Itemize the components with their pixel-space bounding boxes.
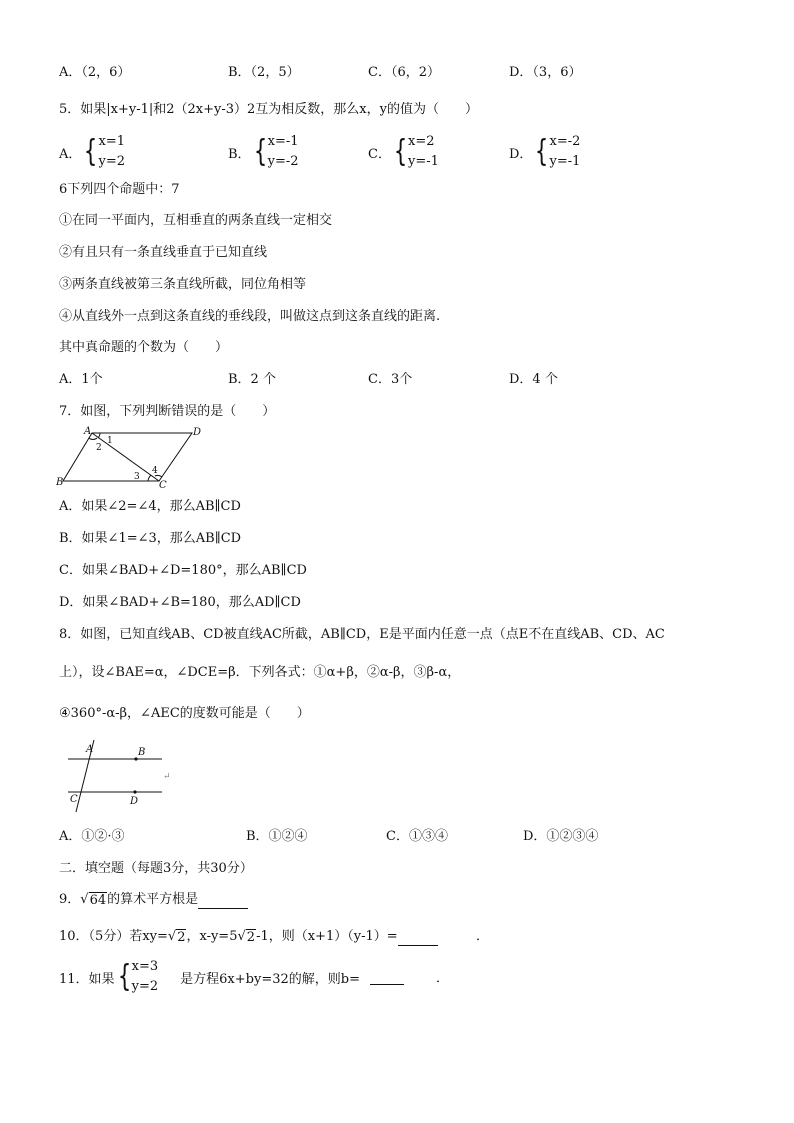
point-label-a: A xyxy=(84,426,92,437)
q5-option-b xyxy=(228,132,299,172)
q11-period: ． xyxy=(436,971,450,986)
q7-option-b: B．如果∠1=∠3，那么AB∥CD xyxy=(59,531,242,546)
point-label-c: C xyxy=(70,794,78,805)
equation-line: y=-1 xyxy=(549,154,581,169)
section-title-fill-blank: 二．填空题（每题3分，共30分） xyxy=(59,861,253,876)
equation-line: y=2 xyxy=(98,154,125,169)
left-brace-icon: { xyxy=(393,134,408,169)
equation-line: y=2 xyxy=(131,979,159,994)
q6-option-d: D．4 个 xyxy=(509,372,558,387)
q6-option-c: C．3个 xyxy=(368,372,413,387)
angle-label-3: 3 xyxy=(134,472,140,482)
q8-option-d: D．①②③④ xyxy=(523,829,599,844)
q7-parallelogram-figure xyxy=(56,424,204,488)
left-brace-icon: { xyxy=(84,134,98,169)
q5-option-c xyxy=(368,132,439,172)
sqrt-icon: √ 64 xyxy=(80,892,107,908)
q11-answer-blank[interactable] xyxy=(370,970,404,985)
angle-arc-1 xyxy=(98,433,100,438)
equation-line: x=1 xyxy=(98,134,125,149)
equation-line: x=2 xyxy=(408,134,435,149)
sqrt-icon: √ 2 xyxy=(237,929,256,945)
q7-option-d: D．如果∠BAD+∠B=180，那么AD∥CD xyxy=(59,595,301,610)
angle-arc-2 xyxy=(89,438,97,440)
equation-line: x=3 xyxy=(131,959,159,974)
return-mark-icon: ↵ xyxy=(163,772,171,782)
q6-stem: 6下列四个命题中：7 xyxy=(59,182,180,197)
q8-stem-line-3: ④360°-α-β，∠AEC的度数可能是（ ） xyxy=(59,706,310,721)
q9-radicand: 64 xyxy=(89,893,107,908)
q11-text-post: 是方程6x+by=32的解，则b= xyxy=(180,971,360,987)
q11 xyxy=(59,957,404,997)
q5-stem: 5．如果|x+y-1|和2（2x+y-3）2互为相反数，那么x，y的值为（ ） xyxy=(59,102,478,117)
equation-line: x=-2 xyxy=(549,134,581,149)
point-label-c: C xyxy=(159,480,167,488)
q4-option-b: B．（2，5） xyxy=(228,65,300,80)
q5-option-a xyxy=(59,132,125,172)
q9 xyxy=(59,891,248,909)
q10-text-post: -1，则（x+1）（y-1）= xyxy=(256,929,398,944)
q10 xyxy=(59,928,438,946)
q7-stem: 7．如图，下列判断错误的是（ ） xyxy=(59,404,276,419)
q4-option-c: C．（6，2） xyxy=(368,65,440,80)
q9-answer-blank[interactable] xyxy=(198,908,248,909)
diagonal-ac xyxy=(92,433,159,481)
q10-answer-blank[interactable] xyxy=(398,945,438,946)
angle-label-1: 1 xyxy=(107,436,113,446)
q10-text-pre: 10．（5分）若xy= xyxy=(59,929,168,944)
q6-item-1: ①在同一平面内，互相垂直的两条直线一定相交 xyxy=(59,213,333,228)
option-letter: D． xyxy=(509,146,533,162)
q7-option-a: A．如果∠2=∠4，那么AB∥CD xyxy=(59,499,241,514)
q7-option-c: C．如果∠BAD+∠D=180°，那么AB∥CD xyxy=(59,563,307,578)
q6-option-a: A．1个 xyxy=(59,372,103,387)
q4-option-d: D．（3，6） xyxy=(509,65,582,80)
angle-label-2: 2 xyxy=(96,443,102,453)
q8-option-c: C．①③④ xyxy=(386,829,448,844)
option-letter: B． xyxy=(228,146,251,162)
parallelogram-abcd xyxy=(63,433,192,481)
q6-item-4: ④从直线外一点到这条直线的垂线段，叫做这点到这条直线的距离. xyxy=(59,309,441,324)
q8-stem-line-1: 8．如图，已知直线AB、CD被直线AC所截，AB∥CD，E是平面内任意一点（点E不在直线AB、CD、AC xyxy=(59,627,665,642)
angle-label-4: 4 xyxy=(152,466,158,476)
left-brace-icon: { xyxy=(535,134,549,169)
equation-line: y=-2 xyxy=(267,154,299,169)
option-letter: A． xyxy=(59,146,82,162)
point-label-d: D xyxy=(193,427,202,438)
q10-period: ． xyxy=(476,929,490,944)
q6-option-b: B．2 个 xyxy=(228,372,276,387)
point-label-a: A xyxy=(86,744,94,755)
option-letter: C． xyxy=(368,146,391,162)
q8-option-a: A．①②·③ xyxy=(59,829,125,844)
q6-item-3: ③两条直线被第三条直线所截，同位角相等 xyxy=(59,277,307,292)
q9-text: 的算术平方根是 xyxy=(107,892,199,907)
q5-option-d xyxy=(509,132,580,172)
q9-number: 9． xyxy=(59,892,81,907)
q8-option-b: B．①②④ xyxy=(246,829,308,844)
left-brace-icon: { xyxy=(253,134,267,169)
point-label-d: D xyxy=(130,796,139,807)
sqrt-icon: √ 2 xyxy=(167,929,186,945)
equation-line: x=-1 xyxy=(267,134,299,149)
left-brace-icon: { xyxy=(117,959,131,994)
point-d-dot xyxy=(133,790,136,793)
q10-text-mid: ，x-y=5 xyxy=(186,929,238,944)
point-label-b: B xyxy=(138,747,146,758)
angle-arc-3 xyxy=(148,475,151,481)
q8-parallel-lines-figure xyxy=(62,734,180,816)
q4-option-a: A．（2，6） xyxy=(59,65,131,80)
equation-line: y=-1 xyxy=(408,154,439,169)
q6-question: 其中真命题的个数为（ ） xyxy=(59,340,229,355)
q8-stem-line-2: 上），设∠BAE=α，∠DCE=β．下列各式：①α+β，②α-β，③β-α， xyxy=(59,665,461,680)
q6-item-2: ②有且只有一条直线垂直于已知直线 xyxy=(59,245,268,260)
q11-text-pre: 11．如果 xyxy=(59,971,115,987)
point-label-b: B xyxy=(56,477,64,488)
